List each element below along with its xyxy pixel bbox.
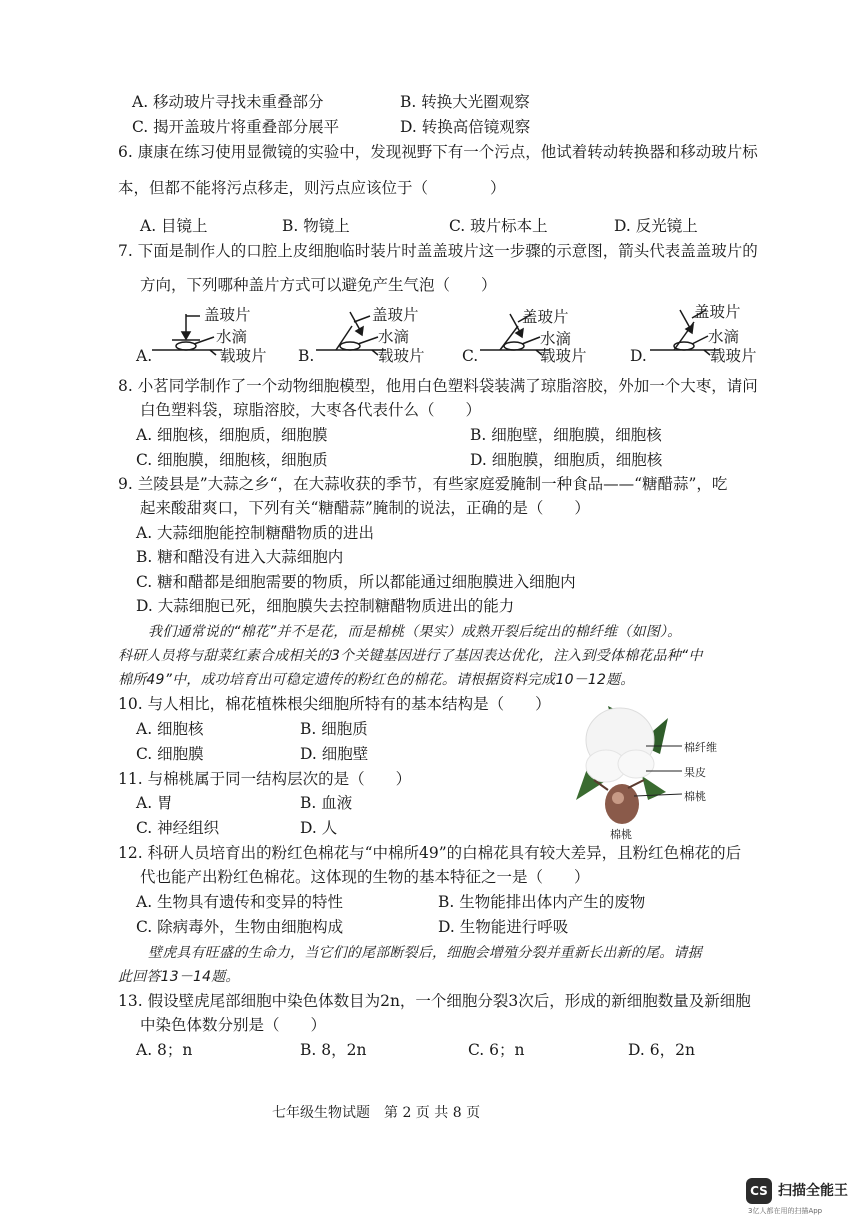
q11-option-a: A. 胃	[136, 794, 173, 812]
q11-option-b: B. 血液	[300, 794, 353, 812]
q13-option-b: B. 8，2n	[300, 1041, 367, 1059]
q9-option-c: C. 糖和醋都是细胞需要的物质，所以都能通过细胞膜进入细胞内	[136, 573, 576, 591]
q7-a-cover-label: 盖玻片	[204, 306, 251, 324]
scanner-app-name: 扫描全能王	[778, 1183, 848, 1199]
q12-option-c: C. 除病毒外，生物由细胞构成	[136, 918, 344, 936]
figure-label-boll: 棉桃	[684, 790, 706, 803]
passage-gecko-line1: 壁虎具有旺盛的生命力，当它们的尾部断裂后，细胞会增殖分裂并重新长出新的尾。请据	[148, 945, 702, 961]
figure-caption: 棉桃	[610, 828, 632, 841]
scanner-watermark	[742, 1176, 862, 1216]
q10-stem: 10. 与人相比，棉花植株根尖细胞所特有的基本结构是（ ）	[118, 695, 551, 713]
page-footer: 七年级生物试题 第 2 页 共 8 页	[272, 1105, 481, 1121]
q7-d-cover-label: 盖玻片	[694, 303, 741, 321]
passage-gecko-line2: 此回答13－14题。	[118, 969, 240, 985]
scanner-tagline: 3亿人都在用的扫描App	[748, 1207, 823, 1215]
q7-c-water-label: 水滴	[540, 330, 572, 348]
q9-option-d: D. 大蒜细胞已死，细胞膜失去控制糖醋物质进出的能力	[136, 597, 515, 615]
q5-option-b: B. 转换大光圈观察	[400, 93, 530, 111]
q12-option-b: B. 生物能排出体内产生的废物	[438, 893, 646, 911]
q7-a-water-label: 水滴	[216, 328, 248, 346]
q11-option-c: C. 神经组织	[136, 819, 220, 837]
q7-b-slide-label: 载玻片	[378, 347, 425, 365]
q9-stem-line1: 9. 兰陵县是”大蒜之乡“，在大蒜收获的季节，有些家庭爱腌制一种食品——“糖醋蒜”，吃	[118, 475, 728, 493]
q13-stem-line2: 中染色体数分别是（ ）	[140, 1016, 327, 1034]
q12-stem-line1: 12. 科研人员培育出的粉红色棉花与“中棉所49”的白棉花具有较大差异，且粉红色棉花的后	[118, 844, 742, 862]
q7-letter-b: B.	[298, 347, 315, 365]
q7-letter-c: C.	[462, 347, 479, 365]
q13-option-a: A. 8；n	[136, 1041, 193, 1059]
q5-option-d: D. 转换高倍镜观察	[400, 118, 531, 136]
q7-letter-a: A.	[136, 347, 153, 365]
q8-option-b: B. 细胞壁，细胞膜，细胞核	[470, 426, 662, 444]
figure-label-peel: 果皮	[684, 766, 706, 779]
q7-d-water-label: 水滴	[708, 328, 740, 346]
q6-stem-line1: 6. 康康在练习使用显微镜的实验中，发现视野下有一个污点，他试着转动转换器和移动玻片标	[118, 143, 758, 161]
q13-stem-line1: 13. 假设壁虎尾部细胞中染色体数目为2n，一个细胞分裂3次后，形成的新细胞数量及新细胞	[118, 992, 751, 1010]
q8-stem-line2: 白色塑料袋，琼脂溶胶，大枣各代表什么（ ）	[140, 401, 482, 419]
q9-option-b: B. 糖和醋没有进入大蒜细胞内	[136, 548, 344, 566]
passage-cotton-line3: 棉所49”中，成功培育出可稳定遗传的粉红色的棉花。请根据资料完成10－12题。	[118, 672, 635, 688]
q11-option-d: D. 人	[300, 819, 338, 837]
q8-option-d: D. 细胞膜，细胞质，细胞核	[470, 451, 663, 469]
q7-stem-line2: 方向，下列哪种盖片方式可以避免产生气泡（ ）	[140, 276, 497, 294]
q10-option-b: B. 细胞质	[300, 720, 368, 738]
passage-cotton-line1: 我们通常说的“棉花”并不是花，而是棉桃（果实）成熟开裂后绽出的棉纤维（如图）。	[148, 624, 682, 640]
q7-stem-line1: 7. 下面是制作人的口腔上皮细胞临时装片时盖盖玻片这一步骤的示意图，箭头代表盖盖玻片的	[118, 242, 758, 260]
q6-option-d: D. 反光镜上	[614, 217, 698, 235]
q10-option-a: A. 细胞核	[136, 720, 204, 738]
q9-stem-line2: 起来酸甜爽口，下列有关“糖醋蒜”腌制的说法，正确的是（ ）	[140, 499, 590, 517]
passage-cotton-line2: 科研人员将与甜菜红素合成相关的3个关键基因进行了基因表达优化，注入到受体棉花品种“中	[118, 648, 703, 664]
scanner-logo-icon: CS	[746, 1178, 772, 1204]
q13-option-c: C. 6；n	[468, 1041, 525, 1059]
cotton-boll-figure	[568, 696, 758, 846]
q9-option-a: A. 大蒜细胞能控制糖醋物质的进出	[136, 524, 375, 542]
q10-option-c: C. 细胞膜	[136, 745, 204, 763]
q6-stem-line2: 本，但都不能将污点移走，则污点应该位于（ ）	[118, 179, 506, 197]
q7-d-slide-label: 载玻片	[710, 347, 757, 365]
q10-option-d: D. 细胞壁	[300, 745, 369, 763]
q8-option-a: A. 细胞核，细胞质，细胞膜	[136, 426, 328, 444]
q7-c-cover-label: 盖玻片	[522, 308, 569, 326]
figure-label-fiber: 棉纤维	[684, 741, 717, 754]
q11-stem: 11. 与棉桃属于同一结构层次的是（ ）	[118, 770, 412, 788]
q7-b-cover-label: 盖玻片	[372, 306, 419, 324]
q7-a-slide-label: 载玻片	[220, 347, 267, 365]
q5-option-c: C. 揭开盖玻片将重叠部分展平	[132, 118, 340, 136]
q8-option-c: C. 细胞膜，细胞核，细胞质	[136, 451, 328, 469]
q12-stem-line2: 代也能产出粉红色棉花。这体现的生物的基本特征之一是（ ）	[140, 868, 590, 886]
q7-c-slide-label: 载玻片	[540, 347, 587, 365]
q12-option-a: A. 生物具有遗传和变异的特性	[136, 893, 344, 911]
q13-option-d: D. 6，2n	[628, 1041, 695, 1059]
q6-option-a: A. 目镜上	[140, 217, 208, 235]
q12-option-d: D. 生物能进行呼吸	[438, 918, 569, 936]
q6-option-b: B. 物镜上	[282, 217, 350, 235]
q7-b-water-label: 水滴	[378, 328, 410, 346]
q5-option-a: A. 移动玻片寻找未重叠部分	[132, 93, 324, 111]
q6-option-c: C. 玻片标本上	[449, 217, 548, 235]
q7-letter-d: D.	[630, 347, 647, 365]
q8-stem-line1: 8. 小茗同学制作了一个动物细胞模型，他用白色塑料袋装满了琼脂溶胶，外加一个大枣，请问	[118, 377, 758, 395]
